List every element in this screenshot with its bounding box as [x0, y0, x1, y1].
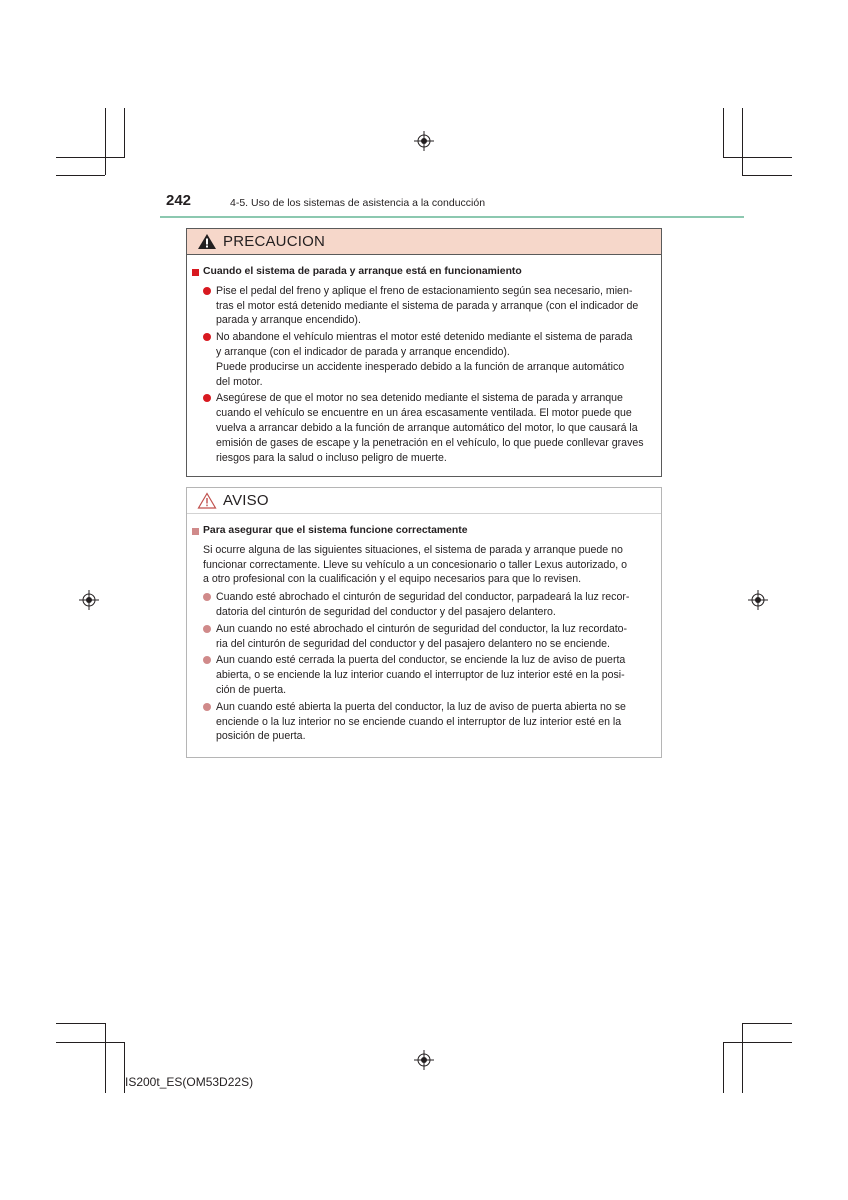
bullet-dot-icon: [203, 625, 211, 633]
document-code: IS200t_ES(OM53D22S): [125, 1075, 254, 1089]
crop-mark: [742, 175, 792, 176]
bullet-dot-icon: [203, 394, 211, 402]
aviso-intro: Si ocurre alguna de las siguientes situaciones, el sistema de parada y arranque puede no funcionar correctamente. Lleve su vehículo a un concesionario o taller Lexus autorizado, o a otro profesional con la cualificación y el equipo necesarios para que lo revisen.: [203, 543, 627, 586]
aviso-header: [187, 488, 661, 514]
square-bullet-icon: [192, 269, 199, 276]
precaucion-subheading: Cuando el sistema de parada y arranque está en funcionamiento: [192, 265, 657, 280]
precaucion-header: [187, 229, 661, 255]
crop-mark: [723, 1042, 792, 1043]
crop-mark: [105, 108, 106, 175]
header-rule: [160, 216, 744, 218]
aviso-body: [187, 514, 661, 744]
bullet-dot-icon: [203, 703, 211, 711]
warning-triangle-icon: [197, 233, 217, 250]
crop-mark: [742, 1023, 792, 1024]
list-item: Pise el pedal del freno y aplique el freno de estacionamiento según sea necesario, mien- tras el motor está detenido mediante el sistema de parada y arranque (con el indicador de parada y arranque encendido).: [203, 284, 657, 328]
square-bullet-icon: [192, 528, 199, 535]
crop-mark: [742, 1023, 743, 1093]
crop-mark: [723, 157, 792, 158]
warning-triangle-outline-icon: [197, 492, 217, 509]
aviso-box: [186, 487, 662, 758]
registration-mark-icon: [414, 1050, 434, 1070]
section-title: 4-5. Uso de los sistemas de asistencia a la conducción: [230, 197, 486, 209]
registration-mark-icon: [414, 131, 434, 151]
crop-mark: [723, 1042, 724, 1093]
bullet-dot-icon: [203, 656, 211, 664]
precaucion-box: [186, 228, 662, 477]
precaucion-title: PRECAUCION: [223, 233, 326, 250]
list-item: No abandone el vehículo mientras el motor esté detenido mediante el sistema de parada y arranque (con el indicador de parada y arranque encendido). Puede producirse un accidente inesperado debido a la función de arranque automático del motor.: [203, 330, 657, 389]
crop-mark: [742, 108, 743, 175]
list-item: Asegúrese de que el motor no sea detenido mediante el sistema de parada y arranque cuando el vehículo se encuentre en un área escasamente ventilada. El motor puede que vuelva a arrancar debido a la función de arranque automático del motor, lo que causará la emisión de gases de escape y la penetración en el vehículo, lo que puede conllevar graves riesgos para la salud o incluso peligro de muerte.: [203, 391, 657, 465]
crop-mark: [56, 1042, 124, 1043]
page-number: 242: [166, 192, 192, 209]
bullet-dot-icon: [203, 593, 211, 601]
aviso-subheading: Para asegurar que el sistema funcione correctamente: [192, 524, 657, 539]
list-item: Aun cuando esté abierta la puerta del conductor, la luz de aviso de puerta abierta no se enciende o la luz interior no se enciende cuando el interruptor de luz interior esté en la posición de puerta.: [203, 700, 657, 744]
crop-mark: [56, 175, 105, 176]
crop-mark: [56, 1023, 105, 1024]
bullet-dot-icon: [203, 333, 211, 341]
list-item: Aun cuando no esté abrochado el cinturón de seguridad del conductor, la luz recordato- ria del cinturón de seguridad del conductor y del pasajero delantero no se enciende.: [203, 622, 657, 652]
registration-mark-icon: [748, 590, 768, 610]
registration-mark-icon: [79, 590, 99, 610]
crop-mark: [723, 108, 724, 158]
list-item: Aun cuando esté cerrada la puerta del conductor, se enciende la luz de aviso de puerta abierta, o se enciende la luz interior cuando el interruptor de luz interior esté en la posi- ción de puerta.: [203, 653, 657, 697]
crop-mark: [124, 108, 125, 158]
list-item: Cuando esté abrochado el cinturón de seguridad del conductor, parpadeará la luz recor- datoria del cinturón de seguridad del conductor y del pasajero delantero.: [203, 590, 657, 620]
crop-mark: [105, 1023, 106, 1093]
precaucion-body: [187, 255, 661, 465]
aviso-title: AVISO: [223, 492, 269, 509]
crop-mark: [56, 157, 124, 158]
bullet-dot-icon: [203, 287, 211, 295]
